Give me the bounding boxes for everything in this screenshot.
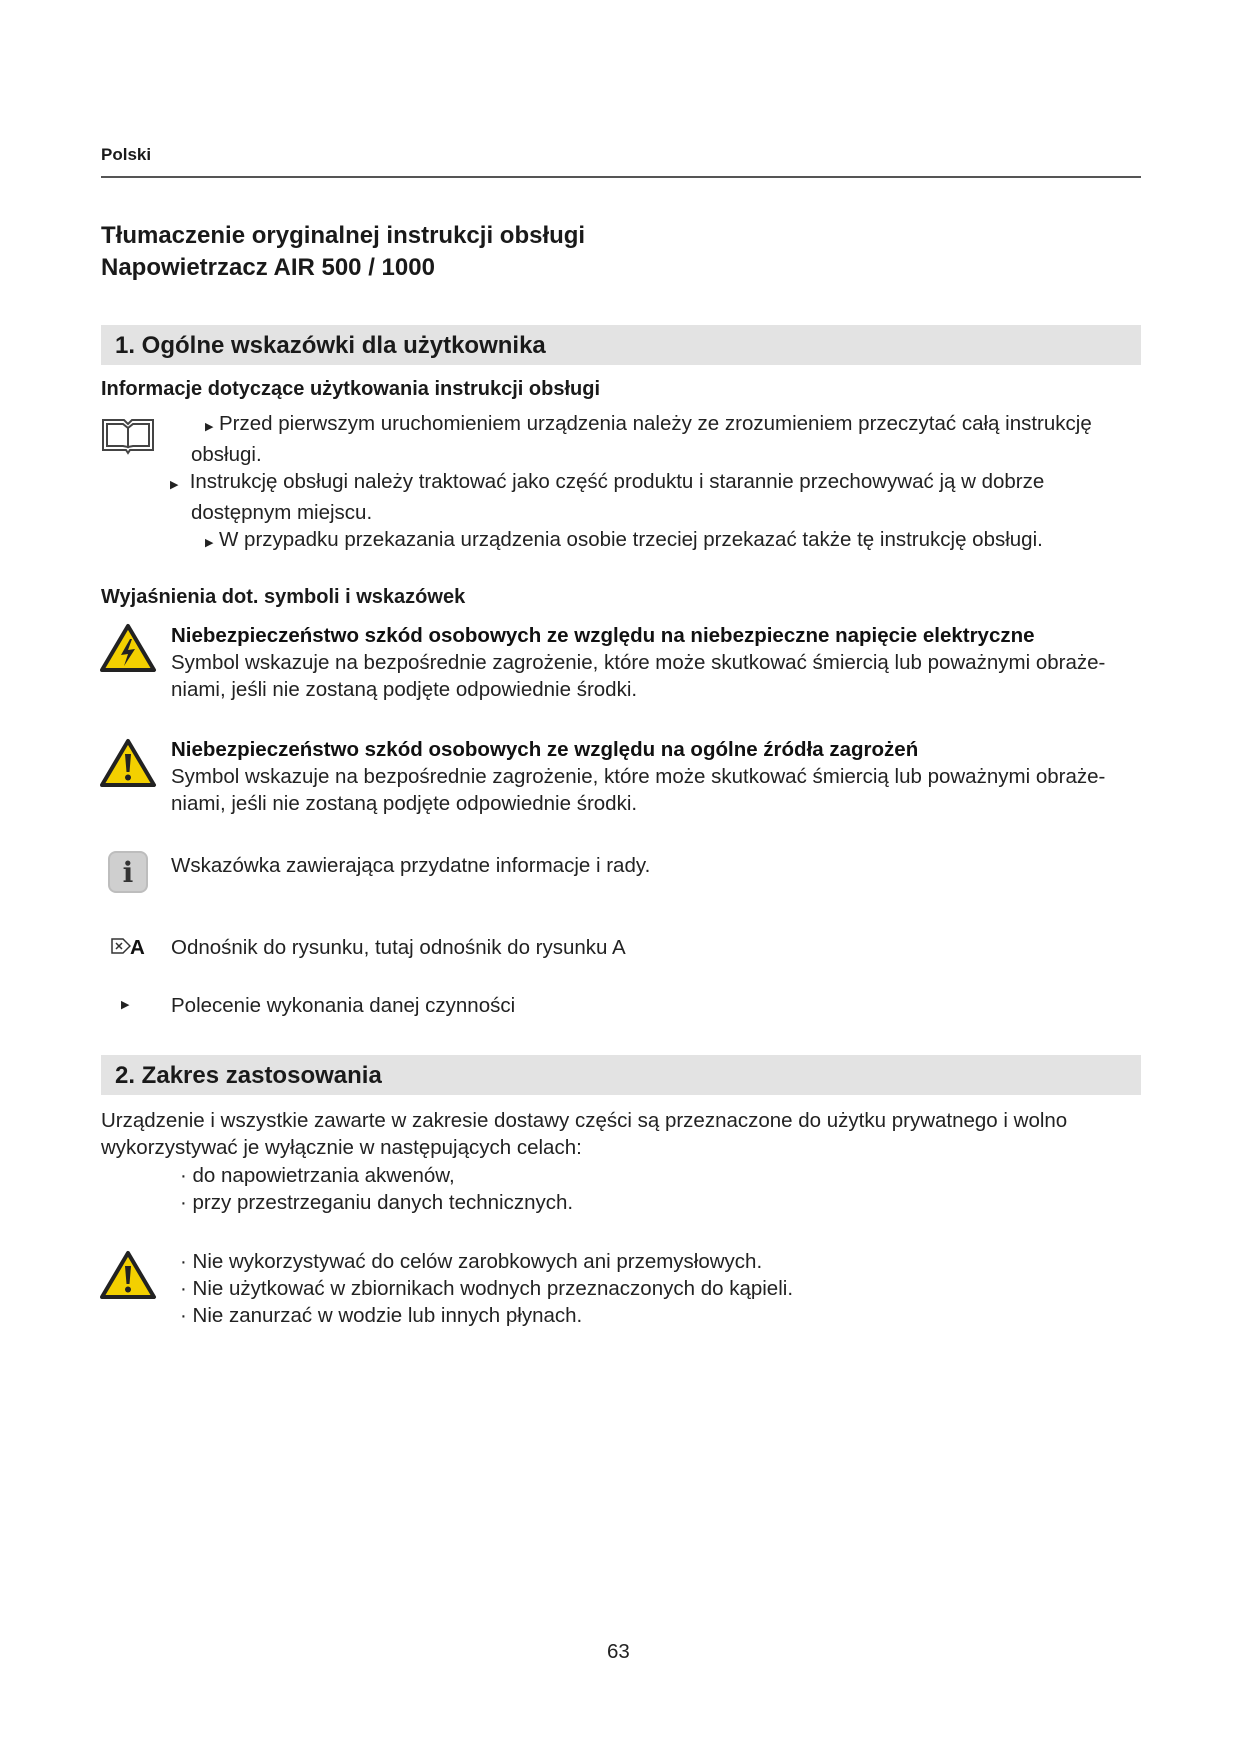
general-hazard-block <box>171 736 1105 817</box>
electric-hazard-title: Niebezpieczeństwo szkód osobowych ze względu na niebezpieczne napięcie elektryczne <box>171 624 1035 647</box>
uses-list <box>180 1162 573 1216</box>
page-number: 63 <box>607 1640 630 1663</box>
warning-icon <box>99 1250 157 1300</box>
triangle-bullet-icon: ▶ <box>170 479 179 491</box>
intro-line: wykorzystywać je wyłącznie w następujących celach: <box>101 1136 582 1159</box>
figure-reference-icon <box>111 937 131 955</box>
list-item: Instrukcję obsługi należy traktować jako część produktu i starannie przechowywać ją w dobrze <box>189 470 1045 493</box>
document-page <box>101 0 1141 1754</box>
title-line-1: Tłumaczenie oryginalnej instrukcji obsługi <box>101 222 586 249</box>
action-bullet-icon: ▶ <box>121 999 130 1011</box>
figure-reference-label: A <box>130 936 145 959</box>
manual-info-subheading: Informacje dotyczące użytkowania instrukcji obsługi <box>101 378 601 400</box>
general-hazard-text: niami, jeśli nie zostaną podjęte odpowiednie środki. <box>171 792 638 815</box>
figure-reference-text: Odnośnik do rysunku, tutaj odnośnik do rysunku A <box>171 936 626 959</box>
list-item: · przy przestrzeganiu danych technicznych. <box>180 1191 574 1214</box>
list-item: · Nie użytkować w zbiornikach wodnych przeznaczonych do kąpieli. <box>180 1277 794 1300</box>
electric-hazard-text: niami, jeśli nie zostaną podjęte odpowiednie środki. <box>171 678 638 701</box>
section-2-bar <box>101 1055 1141 1095</box>
list-item: · do napowietrzania akwenów, <box>180 1164 455 1187</box>
triangle-bullet-icon: ▶ <box>205 537 214 549</box>
symbols-subheading: Wyjaśnienia dot. symboli i wskazówek <box>101 586 466 608</box>
info-text: Wskazówka zawierająca przydatne informacje i rady. <box>171 854 651 877</box>
electric-hazard-block <box>171 622 1105 703</box>
manual-list <box>170 410 1092 557</box>
intro-line: Urządzenie i wszystkie zawarte w zakresie dostawy części są przeznaczone do użytku prywatnego i wolno <box>101 1109 1068 1132</box>
warning-icon <box>99 738 157 788</box>
section-1-heading: 1. Ogólne wskazówki dla użytkownika <box>115 332 546 359</box>
action-text: Polecenie wykonania danej czynności <box>171 994 516 1017</box>
list-item: Przed pierwszym uruchomieniem urządzenia należy ze zrozumieniem przeczytać całą instrukcję <box>219 412 1092 435</box>
document-title <box>101 220 585 284</box>
general-hazard-text: Symbol wskazuje na bezpośrednie zagrożenie, które może skutkować śmiercią lub poważnymi obraże- <box>171 765 1106 788</box>
list-item: · Nie zanurzać w wodzie lub innych płynach. <box>180 1304 583 1327</box>
section-1-bar <box>101 325 1141 365</box>
book-icon <box>99 416 157 456</box>
list-item: W przypadku przekazania urządzenia osobie trzeciej przekazać także tę instrukcję obsługi. <box>219 528 1043 551</box>
electric-hazard-text: Symbol wskazuje na bezpośrednie zagrożenie, które może skutkować śmiercią lub poważnymi obraże- <box>171 651 1106 674</box>
section-2-heading: 2. Zakres zastosowania <box>115 1062 382 1089</box>
svg-text:i: i <box>122 856 134 889</box>
info-icon <box>107 850 149 894</box>
general-hazard-title: Niebezpieczeństwo szkód osobowych ze względu na ogólne źródła zagrożeń <box>171 738 919 761</box>
header-rule <box>101 176 1141 178</box>
title-line-2: Napowietrzacz AIR 500 / 1000 <box>101 254 435 281</box>
list-item: obsługi. <box>191 443 262 466</box>
list-item: · Nie wykorzystywać do celów zarobkowych ani przemysłowych. <box>180 1250 763 1273</box>
list-item: dostępnym miejscu. <box>191 501 373 524</box>
warnings-list <box>180 1248 793 1329</box>
electric-hazard-icon <box>99 623 157 673</box>
language-label: Polski <box>101 145 152 164</box>
section-2-intro <box>101 1107 1067 1161</box>
triangle-bullet-icon: ▶ <box>205 421 214 433</box>
